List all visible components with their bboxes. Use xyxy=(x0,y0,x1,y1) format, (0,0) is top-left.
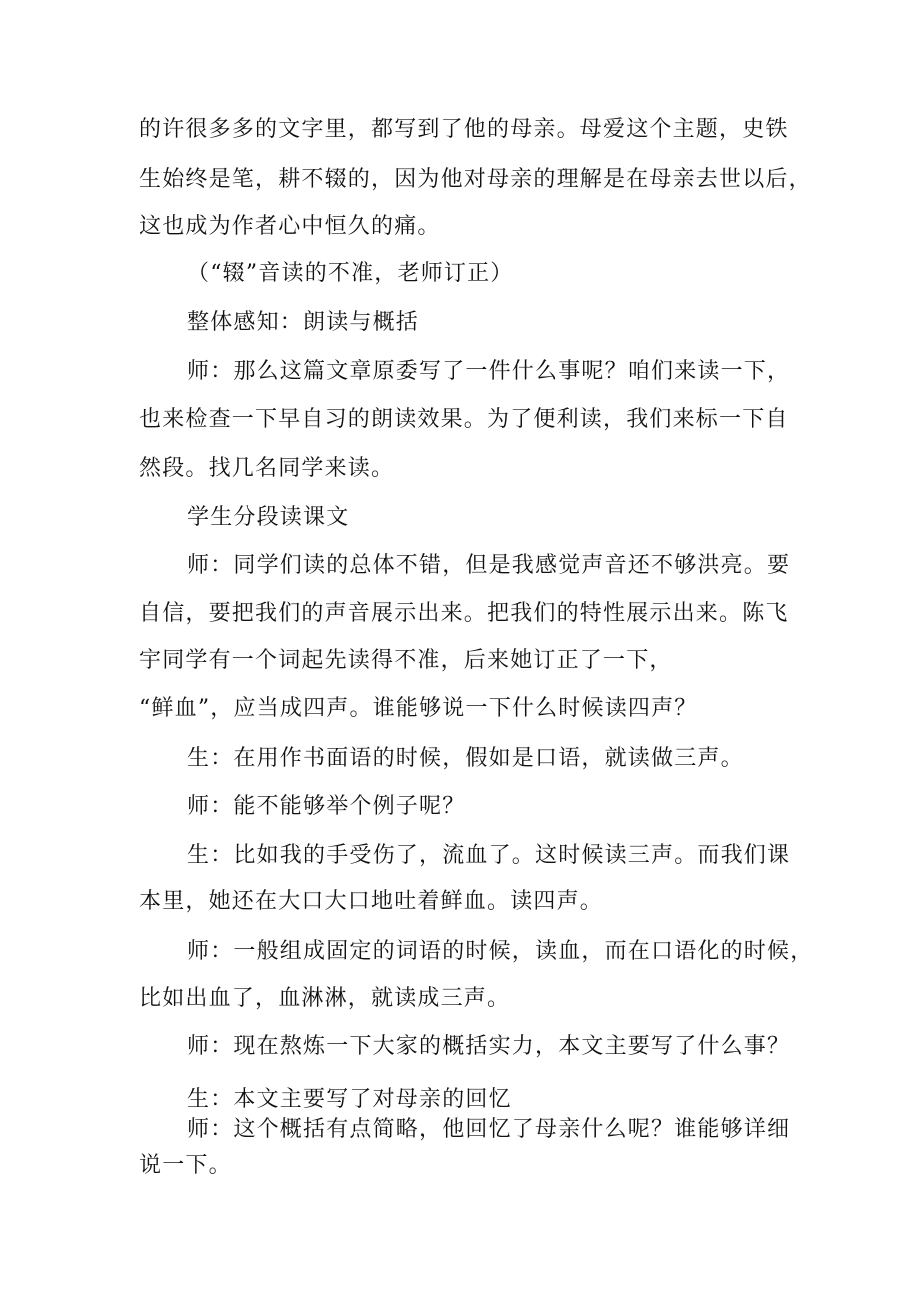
text-line: 学生分段读课文 xyxy=(187,505,350,530)
text-line: 然段。找几名同学来读。 xyxy=(139,456,395,481)
text-line: 本里，她还在大口大口地吐着鲜血。读四声。 xyxy=(139,889,604,914)
text-line: 师：能不能够举个例子呢？ xyxy=(187,794,466,819)
text-line: 自信，要把我们的声音展示出来。把我们的特性展示出来。陈飞 xyxy=(139,601,789,626)
text-line: 师：现在熬炼一下大家的概括实力，本文主要写了什么事？ xyxy=(187,1034,791,1059)
text-line: 这也成为作者心中恒久的痛。 xyxy=(139,214,441,239)
text-line: 宇同学有一个词起先读得不准，后来她订正了一下， xyxy=(139,648,673,673)
text-line: 师：这个概括有点简略，他回忆了母亲什么呢？谁能够详细 xyxy=(187,1117,791,1142)
text-line: “鲜血”，应当成四声。谁能够说一下什么时候读四声？ xyxy=(139,696,698,721)
text-line: 的许很多多的文字里，都写到了他的母亲。母爱这个主题，史铁 xyxy=(139,117,789,142)
text-line: 生始终是笔，耕不辍的，因为他对母亲的理解是在母亲去世以后， xyxy=(139,167,812,192)
text-line: 比如出血了，血淋淋，就读成三声。 xyxy=(139,986,511,1011)
text-line: 生：本文主要写了对母亲的回忆 xyxy=(187,1087,512,1112)
text-line: 说一下。 xyxy=(139,1153,232,1178)
section-heading: 整体感知：朗读与概括 xyxy=(187,310,420,335)
text-line: 师：那么这篇文章原委写了一件什么事呢？咱们来读一下， xyxy=(187,359,791,384)
text-line: 生：比如我的手受伤了，流血了。这时候读三声。而我们课 xyxy=(187,843,791,868)
text-line: （“辍”音读的不准，老师订正） xyxy=(187,261,514,286)
text-line: 师：同学们读的总体不错，但是我感觉声音还不够洪亮。要 xyxy=(187,553,791,578)
text-line: 生：在用作书面语的时候，假如是口语，就读做三声。 xyxy=(187,746,744,771)
text-line: 师：一般组成固定的词语的时候，读血，而在口语化的时候， xyxy=(187,939,814,964)
text-line: 也来检查一下早自习的朗读效果。为了便利读，我们来标一下自 xyxy=(139,407,789,432)
